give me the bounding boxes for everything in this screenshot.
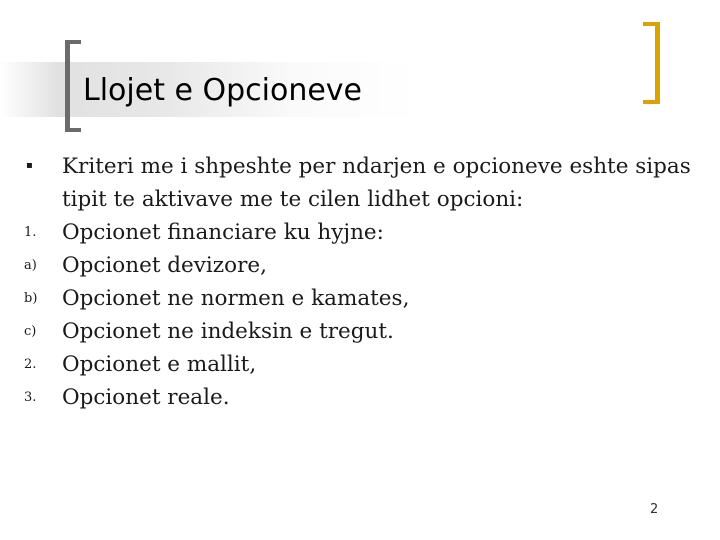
list-item (24, 381, 704, 414)
list-item-text: Opcionet ne normen e kamates, (62, 286, 410, 311)
list-item-text: Opcionet e mallit, (62, 352, 257, 377)
list-marker: b) (24, 291, 38, 306)
list-marker: c) (24, 324, 37, 339)
list-item-text: Opcionet ne indeksin e tregut. (62, 319, 394, 344)
list-item (24, 315, 704, 348)
list-item-text: Kriteri me i shpeshte per ndarjen e opcioneve eshte sipas tipit te aktivave me te cilen lidhet opcioni: (62, 154, 691, 212)
list-item-text: Opcionet reale. (62, 385, 230, 410)
list-item-text: Opcionet devizore, (62, 253, 267, 278)
square-bullet-icon: ▪ (26, 160, 33, 171)
list-marker: 3. (24, 390, 37, 405)
content-list (24, 150, 704, 414)
list-item (24, 348, 704, 381)
list-marker: a) (24, 258, 37, 273)
list-item (24, 150, 704, 216)
list-item (24, 216, 704, 249)
list-marker: 2. (24, 357, 37, 372)
list-item-text: Opcionet financiare ku hyjne: (62, 220, 384, 245)
list-item (24, 282, 704, 315)
list-item (24, 249, 704, 282)
page-number: 2 (650, 502, 659, 517)
slide-title: Llojet e Opcioneve (83, 73, 363, 108)
list-marker: 1. (24, 225, 37, 240)
